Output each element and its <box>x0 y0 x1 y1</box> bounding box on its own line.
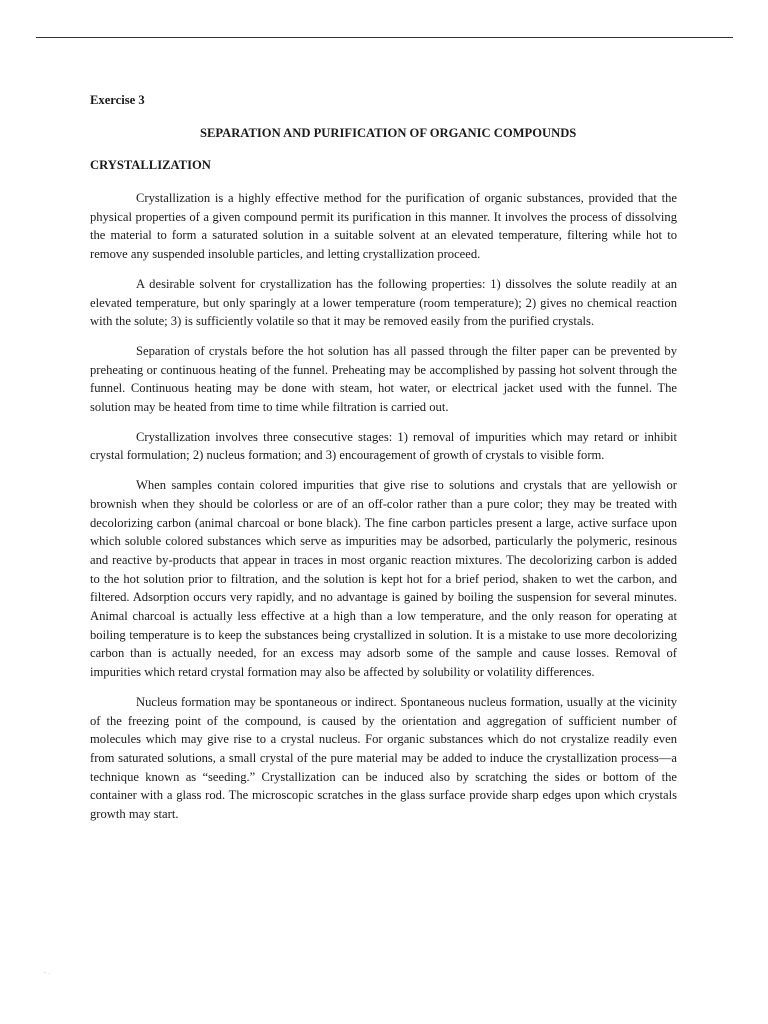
section-heading: CRYSTALLIZATION <box>90 158 211 172</box>
page-title: SEPARATION AND PURIFICATION OF ORGANIC COMPOUNDS <box>200 126 577 140</box>
paragraph: A desirable solvent for crystallization has the following properties: 1) dissolves the solute readily at an elevated temperature, but only sparingly at a lower temperature (room temperature); 2) gives no chemical reaction with the solute; 3) is sufficiently volatile so that it may be removed easily from the purified crystals. <box>90 276 677 329</box>
paragraph: Crystallization is a highly effective method for the purification of organic substances, provided that the physical properties of a given compound permit its purification in this manner. It involves the process of dissolving the material to form a saturated solution in a suitable solvent at an elevated temperature, filtering while hot to remove any suspended insoluble particles, and letting crystallization proceed. <box>90 191 677 262</box>
header-rule <box>36 37 733 38</box>
exercise-label: Exercise 3 <box>90 93 145 107</box>
document-body <box>90 91 677 824</box>
paragraph: When samples contain colored impurities that give rise to solutions and crystals that are yellowish or brownish when they should be colorless or are of an off-color rather than a pure color; they may be treated with decolorizing carbon (animal charcoal or bone black). The fine carbon particles present a large, active surface upon which soluble colored substances which serve as impurities may be adsorbed, particularly the polymeric, resinous and reactive by-products that appear in traces in most organic reaction mixtures. The decolorizing carbon is added to the hot solution prior to filtration, and the solution is kept hot for a brief period, shaken to wet the carbon, and filtered. Adsorption occurs very rapidly, and no advantage is gained by boiling the suspension for several minutes. Animal charcoal is actually less effective at a high than a low temperature, and the only reason for operating at boiling temperature is to keep the substances being crystallized in solution. It is a mistake to use more decolorizing carbon than is actually needed, for an excess may adsorb some of the sample and cause losses. Removal of impurities which retard crystal formation may also be affected by solubility or volatility differences. <box>90 478 677 680</box>
paragraph: Separation of crystals before the hot solution has all passed through the filter paper can be prevented by preheating or continuous heating of the funnel. Preheating may be accomplished by passing hot solvent through the funnel. Continuous heating may be done with steam, hot water, or electrical jacket used with the funnel. The solution may be heated from time to time while filtration is carried out. <box>90 343 677 415</box>
paragraph: Crystallization involves three consecutive stages: 1) removal of impurities which may retard or inhibit crystal formulation; 2) nucleus formation; and 3) encouragement of growth of crystals to visible form. <box>90 429 677 463</box>
paragraph: Nucleus formation may be spontaneous or indirect. Spontaneous nucleus formation, usually at the vicinity of the freezing point of the compound, is caused by the orientation and aggregation of sufficient number of molecules which may give rise to a crystal nucleus. For organic substances which do not crystalize readily even from saturated solutions, a small crystal of the pure material may be added to induce the crystallization process—a technique known as “seeding.” Crystallization can be induced also by scratching the sides or bottom of the container with a glass rod. The microscopic scratches in the glass surface provide sharp edges upon which crystals growth may start. <box>90 694 677 822</box>
page-corner-mark: - . <box>44 968 50 976</box>
